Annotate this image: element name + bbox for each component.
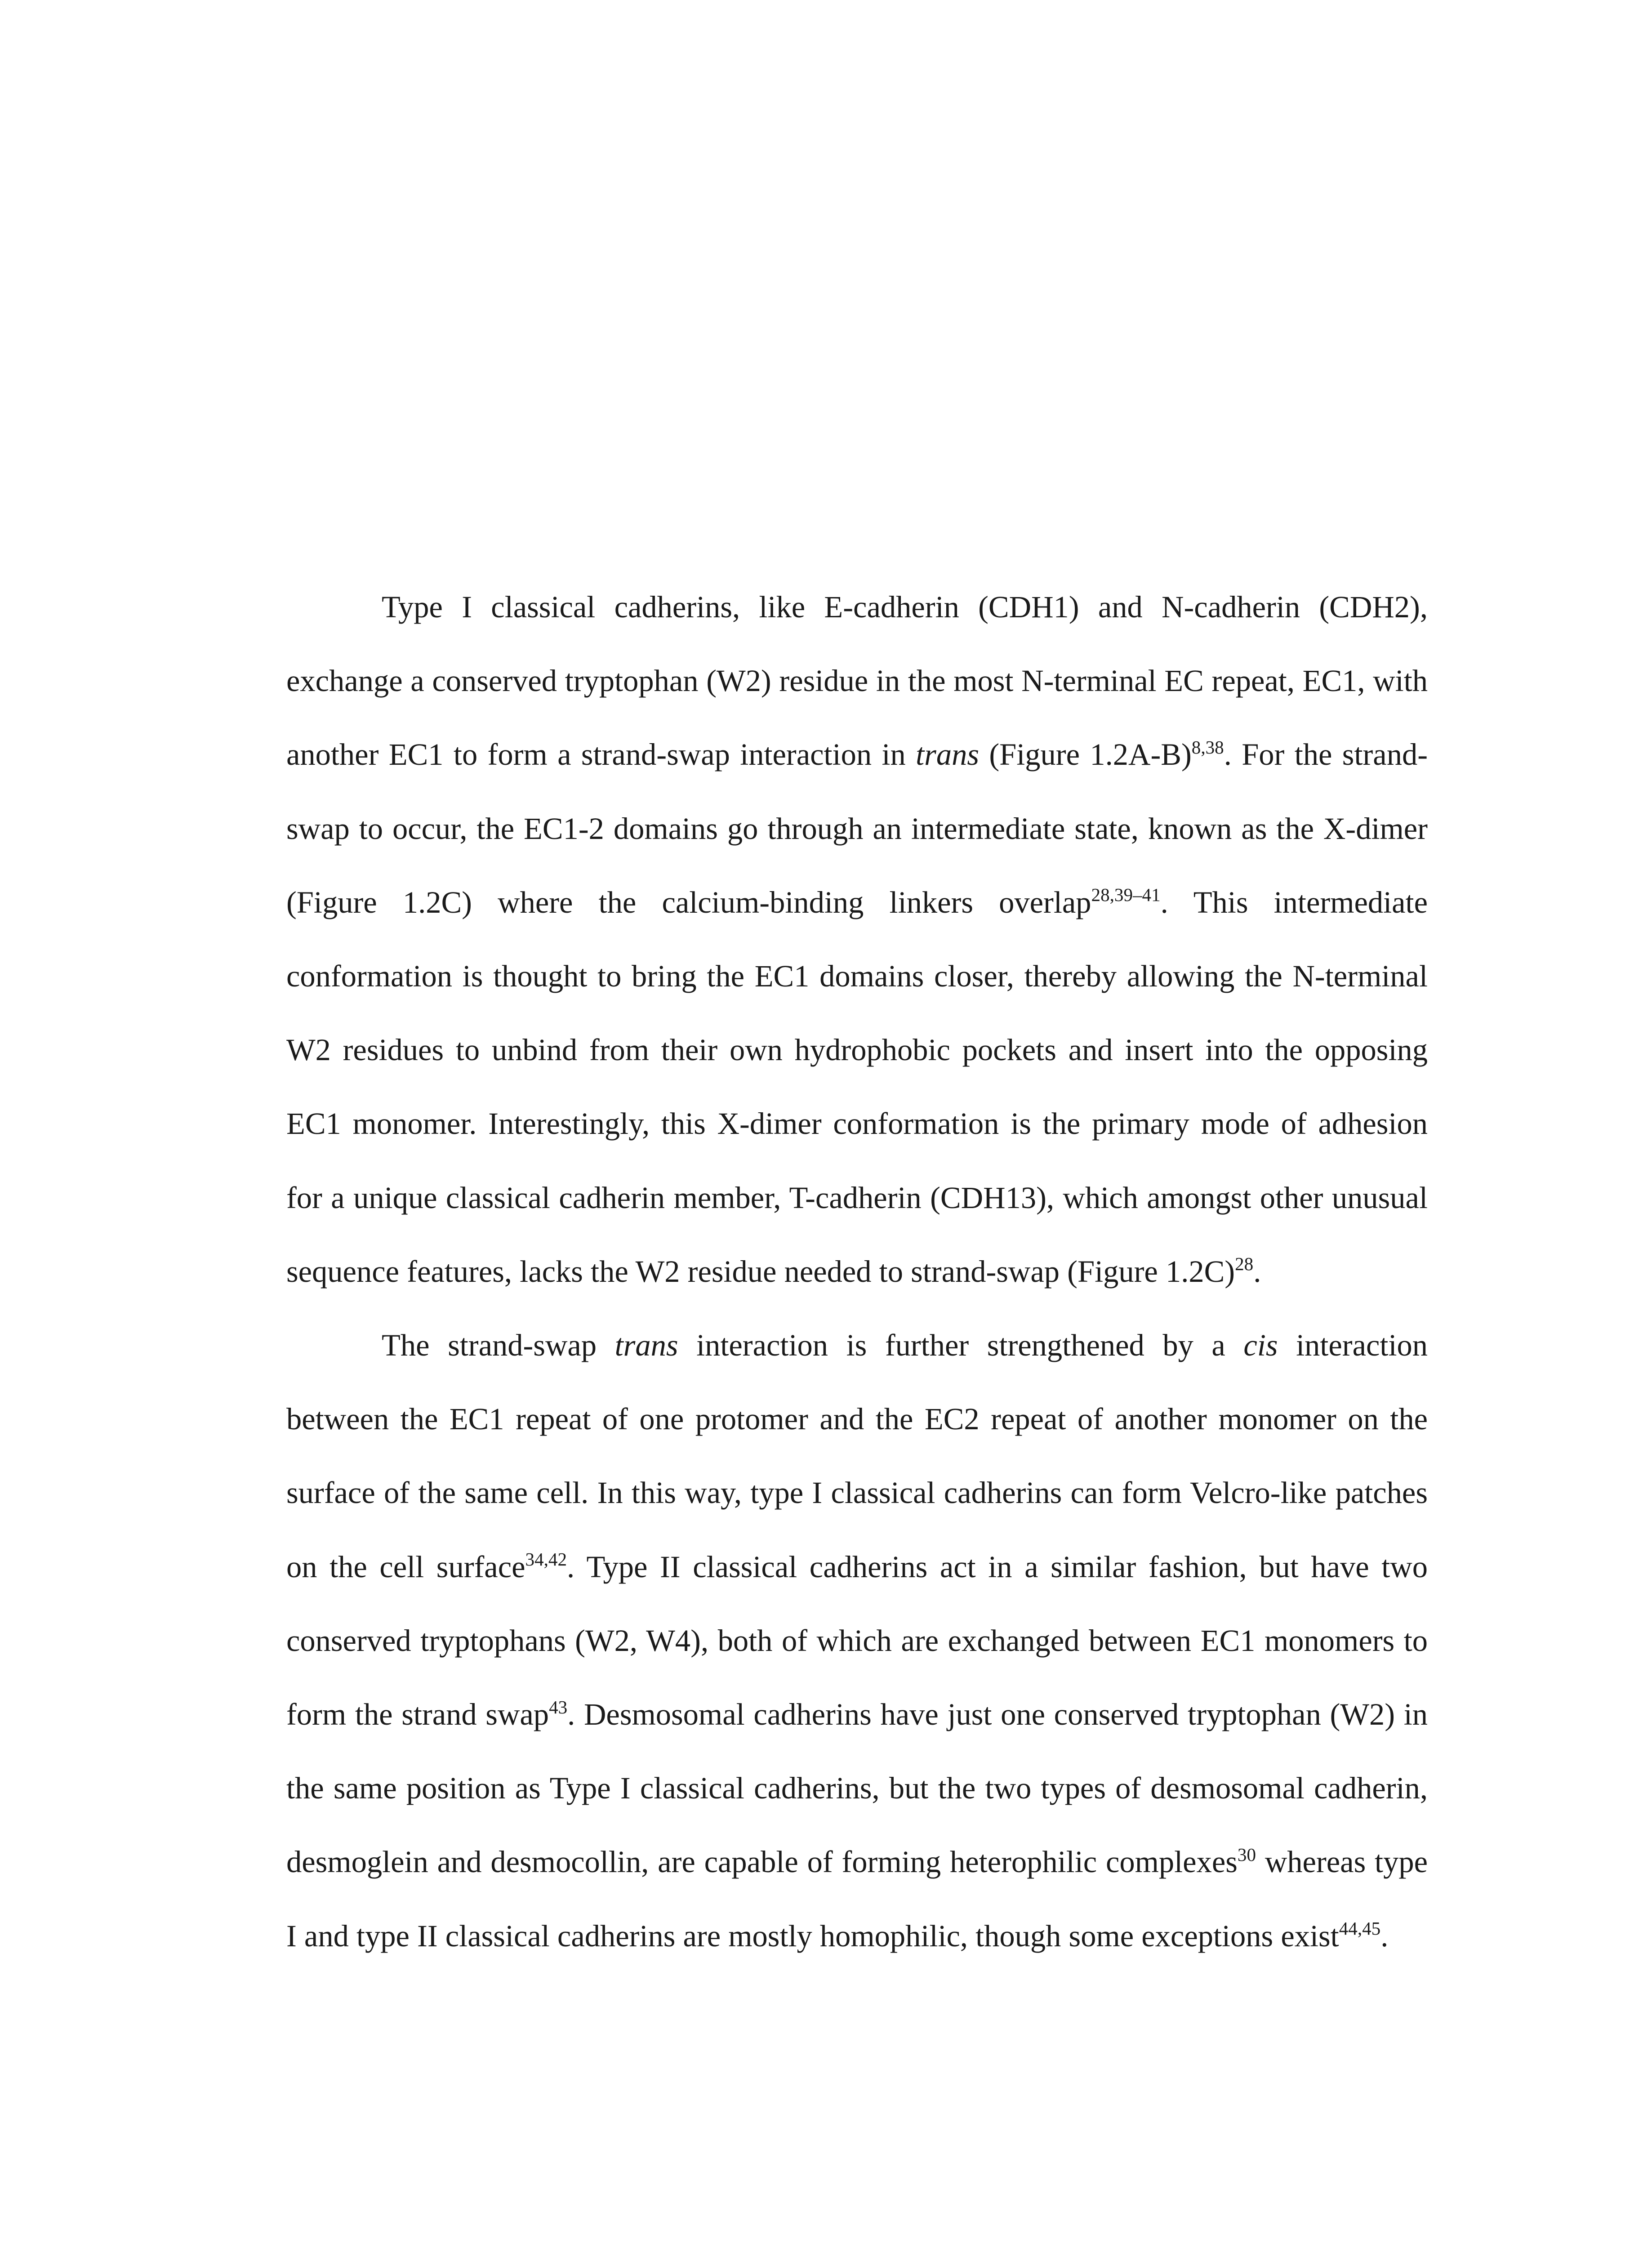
paragraph: [286, 1308, 1428, 1973]
text-run: (Figure 1.2A-B): [979, 737, 1192, 772]
citation-superscript: 43: [549, 1696, 568, 1717]
text-run: whereas type I and type II classical cadherins are mostly homophilic, though some exceptions exist: [286, 1845, 1428, 1953]
citation-superscript: 28,39–41: [1091, 884, 1161, 905]
body-text: [286, 570, 1428, 1973]
citation-superscript: 8,38: [1191, 736, 1224, 758]
text-run: . Type II classical cadherins act in a similar fashion, but have two conserved tryptophans (W2, W4), both of which are exchanged between EC1 monomers to form the strand swap: [286, 1549, 1428, 1732]
text-run: . Desmosomal cadherins have just one conserved tryptophan (W2) in the same position as Type I classical cadherins, but the two types of desmosomal cadherin, desmoglein and desmocollin, are capable of forming heterophilic complexes: [286, 1697, 1428, 1879]
citation-superscript: 44,45: [1339, 1918, 1381, 1939]
text-run: . For the strand-swap to occur, the EC1-2 domains go through an intermediate state, known as the X-dimer (Figure 1.2C) where the calcium-binding linkers overlap: [286, 737, 1428, 919]
text-run: . This intermediate conformation is thought to bring the EC1 domains closer, thereby allowing the N-terminal W2 residues to unbind from their own hydrophobic pockets and insert into the opposing EC1 monomer. Interestingly, this X-dimer conformation is the primary mode of adhesion for a unique classical cadherin member, T-cadherin (CDH13), which amongst other unusual sequence features, lacks the W2 residue needed to strand-swap (Figure 1.2C): [286, 885, 1428, 1289]
paragraph: [286, 570, 1428, 1308]
citation-superscript: 34,42: [525, 1549, 567, 1570]
citation-superscript: 30: [1237, 1844, 1256, 1865]
text-run: interaction between the EC1 repeat of one protomer and the EC2 repeat of another monomer on the surface of the same cell. In this way, type I classical cadherins can form Velcro-like patches on the cell surface: [286, 1328, 1428, 1584]
text-run: Type I classical cadherins, like E-cadherin (CDH1) and N-cadherin (CDH2), exchange a conserved tryptophan (W2) residue in the most N-terminal EC repeat, EC1, with another EC1 to form a strand-swap interaction in: [286, 590, 1428, 772]
text-run: The strand-swap: [382, 1328, 615, 1363]
italic-term: cis: [1243, 1328, 1278, 1363]
italic-term: trans: [614, 1328, 678, 1363]
text-run: .: [1253, 1254, 1261, 1289]
text-run: interaction is further strengthened by a: [678, 1328, 1244, 1363]
text-run: .: [1380, 1918, 1389, 1953]
citation-superscript: 28: [1235, 1253, 1254, 1275]
italic-term: trans: [916, 737, 979, 772]
